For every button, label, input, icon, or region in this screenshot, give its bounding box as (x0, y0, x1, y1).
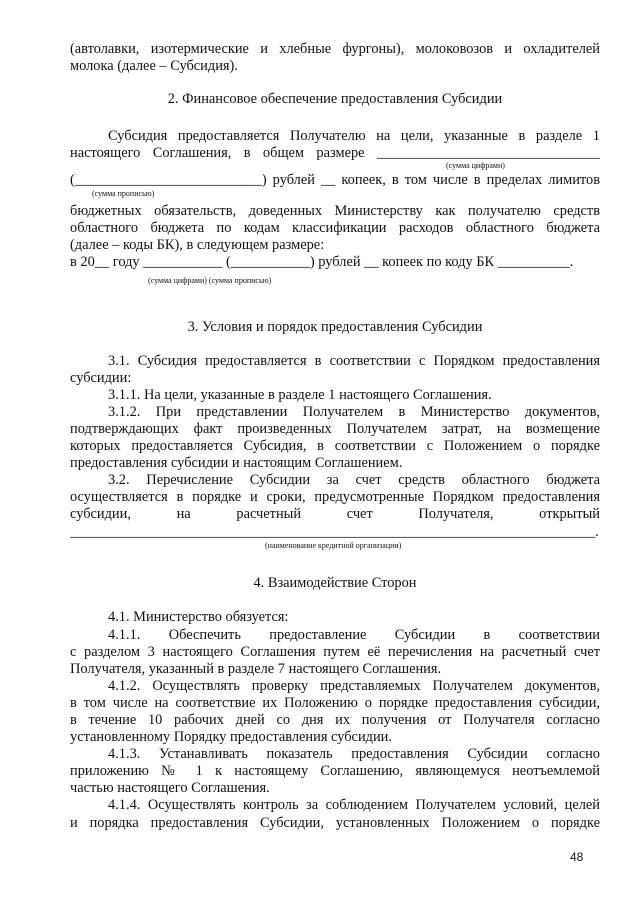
caption-bank-name: (наименование кредитной организации) (265, 541, 402, 550)
section-4-line: Получателя, указанный в разделе 7 настоящего Соглашения. (70, 661, 442, 677)
section-4-line: приложению № 1 к настоящему Соглашению, являющемуся неотъемлемой (70, 763, 600, 779)
section-2-line: настоящего Соглашения, в общем размере _______________________________ (70, 145, 600, 161)
section-4-line: 4.1.4. Осуществлять контроль за соблюдением Получателем условий, целей (108, 797, 600, 813)
section-2-line: областного бюджета по кодам классификации расходов областного бюджета (70, 220, 600, 236)
section-3-line: субсидии, на расчетный счет Получателя, открытый (70, 506, 600, 522)
section-2-heading: 2. Финансовое обеспечение предоставления Субсидии (167, 91, 503, 107)
section-4-line: установленному Порядку предоставления субсидии. (70, 729, 392, 745)
intro-line: (автолавки, изотермические и хлебные фургоны), молоковозов и охладителей (70, 41, 600, 57)
section-3-line: осуществляется в порядке и сроки, предусмотренные Порядком предоставления (70, 489, 600, 505)
caption-sum-digits: (сумма цифрами) (446, 161, 505, 170)
section-2-line: в 20__ году ___________ (___________) рублей __ копеек по коду БК __________. (70, 254, 574, 270)
section-3-line: 3.1. Субсидия предоставляется в соответствии с Порядком предоставления (108, 353, 600, 369)
section-4-line: 4.1.3. Устанавливать показатель предоставления Субсидии согласно (108, 746, 600, 762)
section-4-line: 4.1. Министерство обязуется: (108, 609, 289, 625)
section-4-line: в том числе на соответствие их Положению о порядке предоставления субсидии, (70, 695, 600, 711)
section-2-line: (далее – коды БК), в следующем размере: (70, 237, 325, 253)
section-3-line: предоставления субсидии и настоящим Соглашением. (70, 455, 403, 471)
section-2-line: бюджетных обязательств, доведенных Министерству как получателю средств (70, 203, 600, 219)
section-3-line: субсидии: (70, 370, 132, 386)
section-2-line: (__________________________) рублей __ копеек, в том числе в пределах лимитов (70, 172, 600, 188)
section-4-line: частью настоящего Соглашения. (70, 780, 270, 796)
section-3-line: подтверждающих факт произведенных Получателем затрат, на возмещение (70, 421, 600, 437)
section-4-line: 4.1.2. Осуществлять проверку представляемых Получателем документов, (108, 678, 600, 694)
section-3-line: _________________________________________________________________________. (70, 524, 599, 540)
section-4-heading: 4. Взаимодействие Сторон (253, 575, 417, 591)
section-3-line: 3.2. Перечисление Субсидии за счет средств областного бюджета (108, 472, 600, 488)
caption-sum-pair: (сумма цифрами) (сумма прописью) (148, 276, 272, 285)
intro-line: молока (далее – Субсидия). (70, 58, 238, 74)
section-3-line: 3.1.1. На цели, указанные в разделе 1 настоящего Соглашения. (108, 387, 492, 403)
section-2-line: Субсидия предоставляется Получателю на цели, указанные в разделе 1 (108, 128, 600, 144)
section-4-line: с разделом 3 настоящего Соглашения путем её перечисления на расчетный счет (70, 644, 600, 660)
page-number: 48 (570, 850, 584, 864)
section-4-line: 4.1.1. Обеспечить предоставление Субсидии в соответствии (108, 627, 600, 643)
caption-sum-words: (сумма прописью) (92, 189, 155, 198)
section-3-line: 3.1.2. При представлении Получателем в Министерство документов, (108, 404, 600, 420)
section-4-line: и порядка предоставления Субсидии, установленных Положением о порядке (70, 815, 600, 831)
section-3-line: которых предоставляется Субсидия, в соответствии с Положением о порядке (70, 438, 600, 454)
section-3-heading: 3. Условия и порядок предоставления Субсидии (187, 319, 483, 335)
section-4-line: в течение 10 рабочих дней со дня их получения от Получателя согласно (70, 712, 600, 728)
